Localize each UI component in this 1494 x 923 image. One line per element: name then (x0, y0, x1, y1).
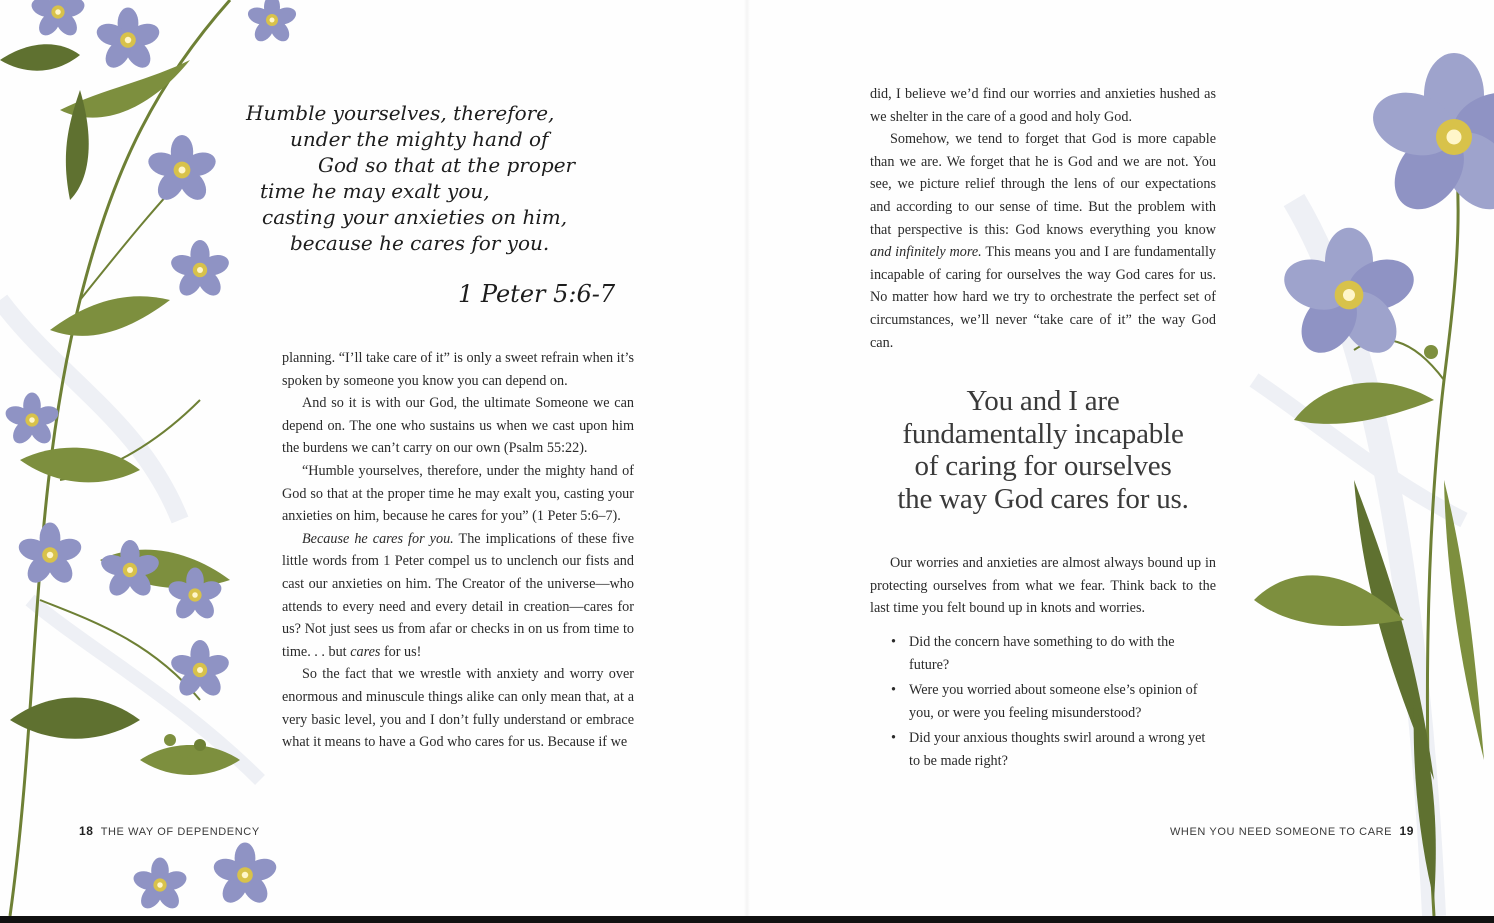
page-number: 18 (79, 824, 94, 838)
handwritten-line: casting your anxieties on him, (262, 205, 568, 229)
handwritten-line: because he cares for you. (290, 231, 550, 255)
text-run: This means you and I are fundamentally incapable of caring for ourselves the way God cares for us. No matter how hard we try to orchestrate the perfect set of circumstances, we’ll never “take care of it” the way God can. (870, 244, 1216, 351)
handwritten-line: God so that at the proper (318, 153, 576, 177)
right-folio (1170, 824, 1414, 838)
left-page (0, 0, 747, 916)
bullet-item: • Were you worried about someone else’s opinion of you, or were you feeling misunderstood? (887, 679, 1217, 724)
bullet-item: • Did the concern have something to do with the future? (887, 631, 1217, 676)
text-run: for us! (380, 643, 422, 660)
italic-emphasis: cares (350, 643, 381, 660)
paragraph: “Humble yourselves, therefore, under the mighty hand of God so that at the proper time he may exalt you, casting your anxieties on him, because he cares for you” (1 Peter 5:6–7). (282, 462, 634, 525)
bullet-item: • Did your anxious thoughts swirl around a wrong yet to be made right? (887, 727, 1217, 772)
running-head: WHEN YOU NEED SOMEONE TO CARE (1169, 826, 1393, 838)
paragraph: So the fact that we wrestle with anxiety and worry over enormous and minuscule things alike can only mean that, at a very basic level, you and I don’t fully understand or embrace what it means to have a God who cares for us. Because if we (282, 666, 634, 751)
paragraph: planning. “I’ll take care of it” is only a sweet refrain when it’s spoken by someone you know you can depend on. (282, 350, 634, 389)
text-run: The implications of these five little words from 1 Peter compel us to unclench our fists and cast our anxieties on him. The Creator of the universe—who attends to every need and every detail in creation—cares for us? Not just sees us from afar or checks in on us from time to time. . . but (282, 530, 635, 660)
paragraph: Our worries and anxieties are almost always bound up in protecting ourselves from what we fear. Think back to the last time you felt bound up in knots and worries. (870, 555, 1216, 617)
right-floral-illustration (1234, 0, 1494, 916)
handwritten-line: Humble yourselves, therefore, (246, 101, 555, 125)
handwritten-scripture (246, 100, 626, 256)
italic-emphasis: and infinitely more. (870, 244, 982, 261)
right-page (747, 0, 1494, 916)
pull-quote-line: fundamentally incapable (902, 417, 1184, 450)
paragraph: did, I believe we’d find our worries and anxieties hushed as we shelter in the care of a good and holy God. (870, 86, 1216, 125)
paragraph (870, 128, 1216, 354)
scripture-reference: 1 Peter 5:6-7 (458, 280, 616, 308)
paragraph (282, 528, 634, 664)
pull-quote-line: You and I are (966, 385, 1120, 417)
page-number: 19 (1399, 824, 1414, 838)
handwritten-line: under the mighty hand of (290, 127, 549, 151)
left-folio (79, 824, 260, 838)
pull-quote-line: of caring for ourselves (914, 450, 1172, 482)
pull-quote-line: the way God cares for us. (897, 482, 1189, 515)
bottom-edge (0, 916, 1494, 923)
pull-quote (863, 385, 1223, 515)
left-body-text (282, 347, 634, 754)
running-head: THE WAY OF DEPENDENCY (100, 826, 260, 838)
italic-emphasis: Because he cares for you. (302, 530, 454, 547)
bullet-list (887, 631, 1217, 776)
right-body-text-top (870, 83, 1216, 354)
text-run: Somehow, we tend to forget that God is more capable than we are. We forget that he is God and we are not. You see, we picture relief through the lens of our expectations and according to our sense of time. But the problem with that perspective is this: God knows everything you know (870, 131, 1216, 238)
paragraph: And so it is with our God, the ultimate Someone we can depend on. The one who sustains us when we cast upon him the burdens we can’t carry on our own (Psalm 55:22). (282, 395, 634, 457)
handwritten-line: time he may exalt you, (260, 179, 490, 203)
right-body-text-lower (870, 552, 1216, 620)
